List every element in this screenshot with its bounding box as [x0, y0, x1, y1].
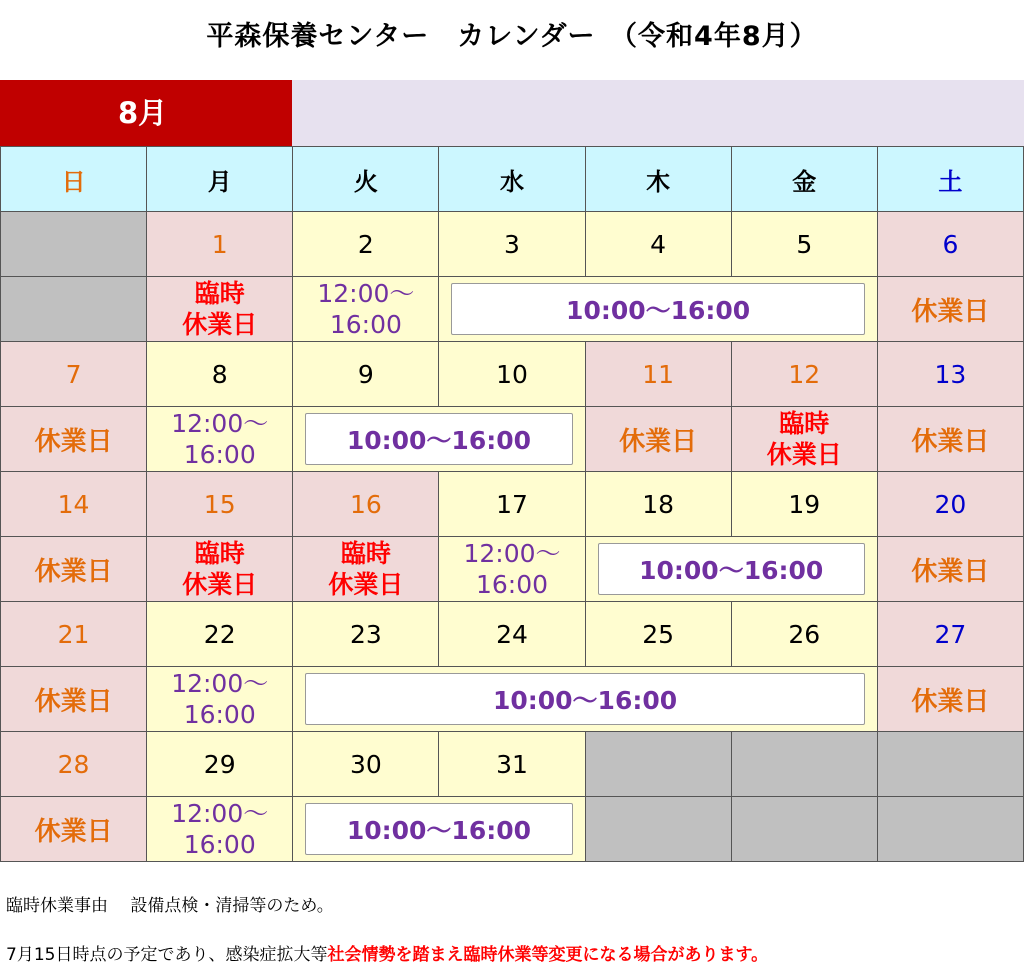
day-16: 16	[293, 472, 439, 537]
weekday-wednesday: 水	[439, 147, 585, 212]
day-18: 18	[585, 472, 731, 537]
weekday-saturday: 土	[877, 147, 1023, 212]
week-5-status	[1, 797, 1024, 862]
temporary-closure-line1: 臨時	[779, 409, 830, 438]
day-5: 5	[731, 212, 877, 277]
page-title: 平森保養センター カレンダー （令和4年8月）	[206, 21, 818, 52]
half-day-start: 12:00～	[317, 279, 415, 308]
day-31: 31	[439, 732, 585, 797]
week-2-dates	[1, 342, 1024, 407]
status-full-day-span	[439, 277, 877, 342]
status-temporary-closure	[147, 277, 293, 342]
empty-status-cell	[877, 797, 1023, 862]
empty-day-cell	[1, 212, 147, 277]
status-temporary-closure	[731, 407, 877, 472]
day-20: 20	[877, 472, 1023, 537]
day-9: 9	[293, 342, 439, 407]
day-26: 26	[731, 602, 877, 667]
half-day-end: 16:00	[183, 700, 256, 729]
status-holiday: 休業日	[877, 537, 1023, 602]
week-1-status	[1, 277, 1024, 342]
schedule-change-warning: 社会情勢を踏まえ臨時休業等変更になる場合があります。	[327, 945, 769, 965]
week-2-status	[1, 407, 1024, 472]
week-5-dates	[1, 732, 1024, 797]
half-day-start: 12:00～	[171, 799, 269, 828]
day-8: 8	[147, 342, 293, 407]
closure-reason-note: 臨時休業事由 設備点検・清掃等のため。	[6, 896, 334, 916]
half-day-start: 12:00～	[171, 669, 269, 698]
status-holiday: 休業日	[877, 407, 1023, 472]
status-half-day	[147, 797, 293, 862]
calendar-grid	[0, 146, 1024, 862]
schedule-note-prefix: 7月15日時点の予定であり、感染症拡大等	[6, 945, 328, 965]
day-1: 1	[147, 212, 293, 277]
day-4: 4	[585, 212, 731, 277]
full-day-hours: 10:00～16:00	[305, 673, 865, 725]
day-25: 25	[585, 602, 731, 667]
day-29: 29	[147, 732, 293, 797]
temporary-closure-line1: 臨時	[194, 279, 245, 308]
day-3: 3	[439, 212, 585, 277]
weekday-friday: 金	[731, 147, 877, 212]
day-13: 13	[877, 342, 1023, 407]
status-half-day	[293, 277, 439, 342]
status-holiday: 休業日	[877, 277, 1023, 342]
day-12: 12	[731, 342, 877, 407]
week-4-status	[1, 667, 1024, 732]
status-holiday: 休業日	[1, 667, 147, 732]
empty-status-cell	[585, 797, 731, 862]
month-label: 8月	[0, 80, 292, 146]
status-half-day	[439, 537, 585, 602]
temporary-closure-line1: 臨時	[194, 539, 245, 568]
day-27: 27	[877, 602, 1023, 667]
day-7: 7	[1, 342, 147, 407]
week-1-dates	[1, 212, 1024, 277]
month-bar	[0, 80, 1024, 146]
day-2: 2	[293, 212, 439, 277]
empty-day-cell	[877, 732, 1023, 797]
status-half-day	[147, 407, 293, 472]
empty-day-cell	[731, 732, 877, 797]
weekday-thursday: 木	[585, 147, 731, 212]
weekday-tuesday: 火	[293, 147, 439, 212]
status-holiday: 休業日	[1, 407, 147, 472]
status-holiday: 休業日	[877, 667, 1023, 732]
weekday-sunday: 日	[1, 147, 147, 212]
day-21: 21	[1, 602, 147, 667]
day-23: 23	[293, 602, 439, 667]
day-28: 28	[1, 732, 147, 797]
day-10: 10	[439, 342, 585, 407]
full-day-hours: 10:00～16:00	[305, 413, 572, 465]
day-11: 11	[585, 342, 731, 407]
status-half-day	[147, 667, 293, 732]
temporary-closure-line2: 休業日	[328, 570, 404, 599]
status-full-day-span	[293, 407, 585, 472]
temporary-closure-line2: 休業日	[182, 570, 258, 599]
half-day-end: 16:00	[475, 570, 549, 599]
day-17: 17	[439, 472, 585, 537]
status-holiday: 休業日	[1, 537, 147, 602]
half-day-start: 12:00～	[463, 539, 561, 568]
status-holiday: 休業日	[585, 407, 731, 472]
temporary-closure-line1: 臨時	[340, 539, 391, 568]
weekday-header-row	[1, 147, 1024, 212]
half-day-end: 16:00	[329, 310, 402, 339]
day-30: 30	[293, 732, 439, 797]
empty-day-cell	[585, 732, 731, 797]
status-temporary-closure	[147, 537, 293, 602]
day-6: 6	[877, 212, 1023, 277]
status-full-day-span	[585, 537, 877, 602]
day-22: 22	[147, 602, 293, 667]
status-temporary-closure	[293, 537, 439, 602]
temporary-closure-line2: 休業日	[766, 440, 842, 469]
status-full-day-span	[293, 667, 878, 732]
day-24: 24	[439, 602, 585, 667]
full-day-hours: 10:00～16:00	[451, 283, 864, 335]
day-15: 15	[147, 472, 293, 537]
full-day-hours: 10:00～16:00	[305, 803, 572, 855]
day-14: 14	[1, 472, 147, 537]
week-3-dates	[1, 472, 1024, 537]
empty-status-cell	[731, 797, 877, 862]
full-day-hours: 10:00～16:00	[598, 543, 865, 595]
half-day-end: 16:00	[183, 440, 256, 469]
temporary-closure-line2: 休業日	[182, 310, 258, 339]
day-19: 19	[731, 472, 877, 537]
empty-status-cell	[1, 277, 147, 342]
status-full-day-span	[293, 797, 585, 862]
weekday-monday: 月	[147, 147, 293, 212]
schedule-note	[6, 940, 768, 965]
half-day-end: 16:00	[183, 830, 256, 859]
week-3-status	[1, 537, 1024, 602]
week-4-dates	[1, 602, 1024, 667]
half-day-start: 12:00～	[171, 409, 269, 438]
status-holiday: 休業日	[1, 797, 147, 862]
